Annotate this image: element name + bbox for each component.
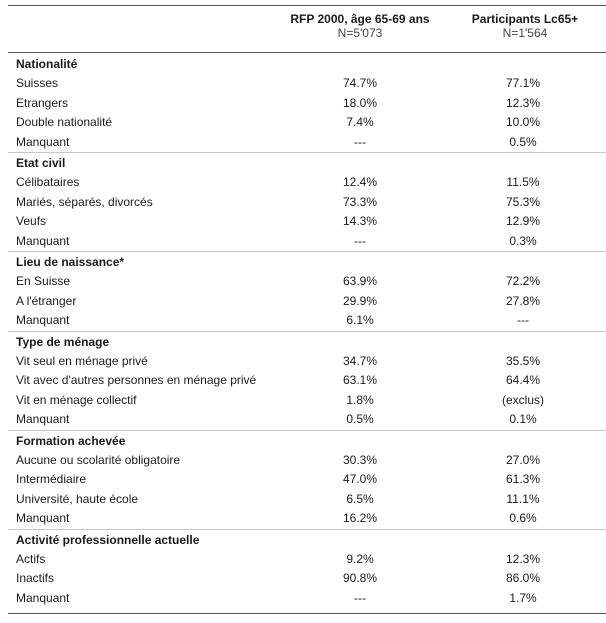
value-rfp2000: 18.0%: [342, 95, 378, 110]
table-bottom-rule: [8, 613, 606, 614]
table-section: [0, 152, 606, 251]
value-lc65: 12.3%: [505, 95, 541, 110]
row-label: A l'étranger: [16, 293, 77, 308]
value-rfp2000: 47.0%: [342, 472, 378, 486]
value-lc65: 35.5%: [505, 353, 541, 368]
value-lc65: 77.1%: [505, 76, 541, 90]
value-rfp2000: 30.3%: [342, 452, 378, 467]
table-row: [0, 113, 606, 133]
table-row: [0, 451, 606, 471]
column-title: RFP 2000, âge 65-69 ans: [290, 12, 430, 26]
row-label: Manquant: [16, 511, 70, 525]
row-label: Mariés, séparés, divorcés: [16, 194, 153, 209]
value-lc65: 0.5%: [509, 134, 537, 149]
section-title: Lieu de naissance*: [8, 251, 606, 272]
value-rfp2000: 34.7%: [342, 353, 378, 368]
value-rfp2000: 16.2%: [342, 511, 378, 525]
value-lc65: 86.0%: [505, 571, 541, 585]
row-label: Double nationalité: [16, 115, 113, 129]
table-section: [0, 331, 606, 430]
table-row: [0, 212, 606, 232]
row-label: Célibataires: [16, 175, 80, 189]
row-label: Suisses: [16, 76, 59, 90]
value-rfp2000: 6.5%: [346, 491, 374, 506]
table-row: [0, 589, 606, 609]
table-row: [0, 490, 606, 510]
value-rfp2000: ---: [354, 590, 366, 605]
value-lc65: 0.1%: [509, 412, 537, 426]
table-body: [0, 54, 606, 608]
header-rule: [8, 52, 606, 53]
column-title: Participants Lc65+: [471, 12, 579, 26]
table-row: [0, 272, 606, 292]
row-label: Vit seul en ménage privé: [16, 353, 148, 368]
row-label: Etrangers: [16, 95, 69, 110]
value-rfp2000: 63.1%: [342, 373, 378, 387]
table-section: [0, 251, 606, 331]
value-lc65: 0.3%: [509, 233, 537, 248]
table-row: [0, 311, 606, 331]
table-row: [0, 232, 606, 252]
table-row: [0, 371, 606, 391]
row-label: Manquant: [16, 313, 70, 327]
value-lc65: 12.9%: [505, 214, 541, 228]
table-row: [0, 410, 606, 430]
value-lc65: 10.0%: [505, 115, 541, 129]
value-rfp2000: 73.3%: [342, 194, 378, 209]
table-row: [0, 94, 606, 114]
table-row: [0, 193, 606, 213]
table-row: [0, 391, 606, 411]
value-lc65: ---: [517, 313, 529, 327]
value-rfp2000: 6.1%: [346, 313, 374, 327]
value-lc65: 0.6%: [509, 511, 537, 525]
table-row: [0, 470, 606, 490]
table-section: [0, 430, 606, 529]
section-title: Type de ménage: [8, 331, 606, 352]
table-section: [0, 54, 606, 152]
row-label: Manquant: [16, 134, 70, 149]
value-rfp2000: 12.4%: [342, 175, 378, 189]
row-label: Aucune ou scolarité obligatoire: [16, 452, 181, 467]
value-lc65: 27.8%: [505, 293, 541, 308]
row-label: Vit en ménage collectif: [16, 392, 137, 407]
column-sample-size: N=1'564: [502, 26, 548, 40]
row-label: En Suisse: [16, 274, 71, 288]
section-title: Formation achevée: [8, 430, 606, 451]
row-label: Manquant: [16, 590, 70, 605]
table-row: [0, 292, 606, 312]
table-row: [0, 133, 606, 153]
value-lc65: 1.7%: [509, 590, 537, 605]
value-rfp2000: ---: [354, 233, 366, 248]
row-label: Vit avec d'autres personnes en ménage privé: [16, 373, 257, 387]
table-row: [0, 74, 606, 94]
column-sample-size: N=5'073: [337, 26, 383, 40]
table-row: [0, 509, 606, 529]
table-row: [0, 352, 606, 372]
value-rfp2000: 1.8%: [346, 392, 374, 407]
row-label: Actifs: [16, 551, 46, 566]
value-lc65: 64.4%: [505, 373, 541, 387]
value-lc65: 75.3%: [505, 194, 541, 209]
value-rfp2000: 90.8%: [342, 571, 378, 585]
value-lc65: 72.2%: [505, 274, 541, 288]
value-lc65: 11.1%: [506, 491, 540, 506]
table-section: [0, 529, 606, 609]
section-title: Activité professionnelle actuelle: [8, 529, 606, 550]
table-row: [0, 550, 606, 570]
value-rfp2000: 63.9%: [342, 274, 378, 288]
value-lc65: 11.5%: [506, 175, 540, 189]
section-title: Etat civil: [8, 152, 606, 173]
column-header-rfp2000: [270, 12, 450, 40]
value-rfp2000: 29.9%: [342, 293, 378, 308]
section-title: Nationalité: [16, 57, 78, 71]
column-header-lc65: [450, 12, 600, 40]
value-lc65: 27.0%: [505, 452, 541, 467]
value-rfp2000: 9.2%: [346, 551, 374, 566]
value-rfp2000: 7.4%: [346, 115, 374, 129]
row-label: Inactifs: [16, 571, 55, 585]
value-lc65: 12.3%: [505, 551, 541, 566]
table-top-rule: [8, 5, 606, 6]
row-label: Université, haute école: [16, 491, 139, 506]
value-rfp2000: 74.7%: [342, 76, 378, 90]
value-rfp2000: ---: [354, 134, 366, 149]
row-label: Intermédiaire: [16, 472, 87, 486]
value-lc65: 61.3%: [505, 472, 541, 486]
row-label: Manquant: [16, 233, 70, 248]
table-row: [0, 569, 606, 589]
value-rfp2000: 14.3%: [342, 214, 378, 228]
row-label: Manquant: [16, 412, 70, 426]
value-rfp2000: 0.5%: [346, 412, 374, 426]
row-label: Veufs: [16, 214, 47, 228]
value-lc65: (exclus): [501, 392, 544, 407]
table-row: [0, 173, 606, 193]
